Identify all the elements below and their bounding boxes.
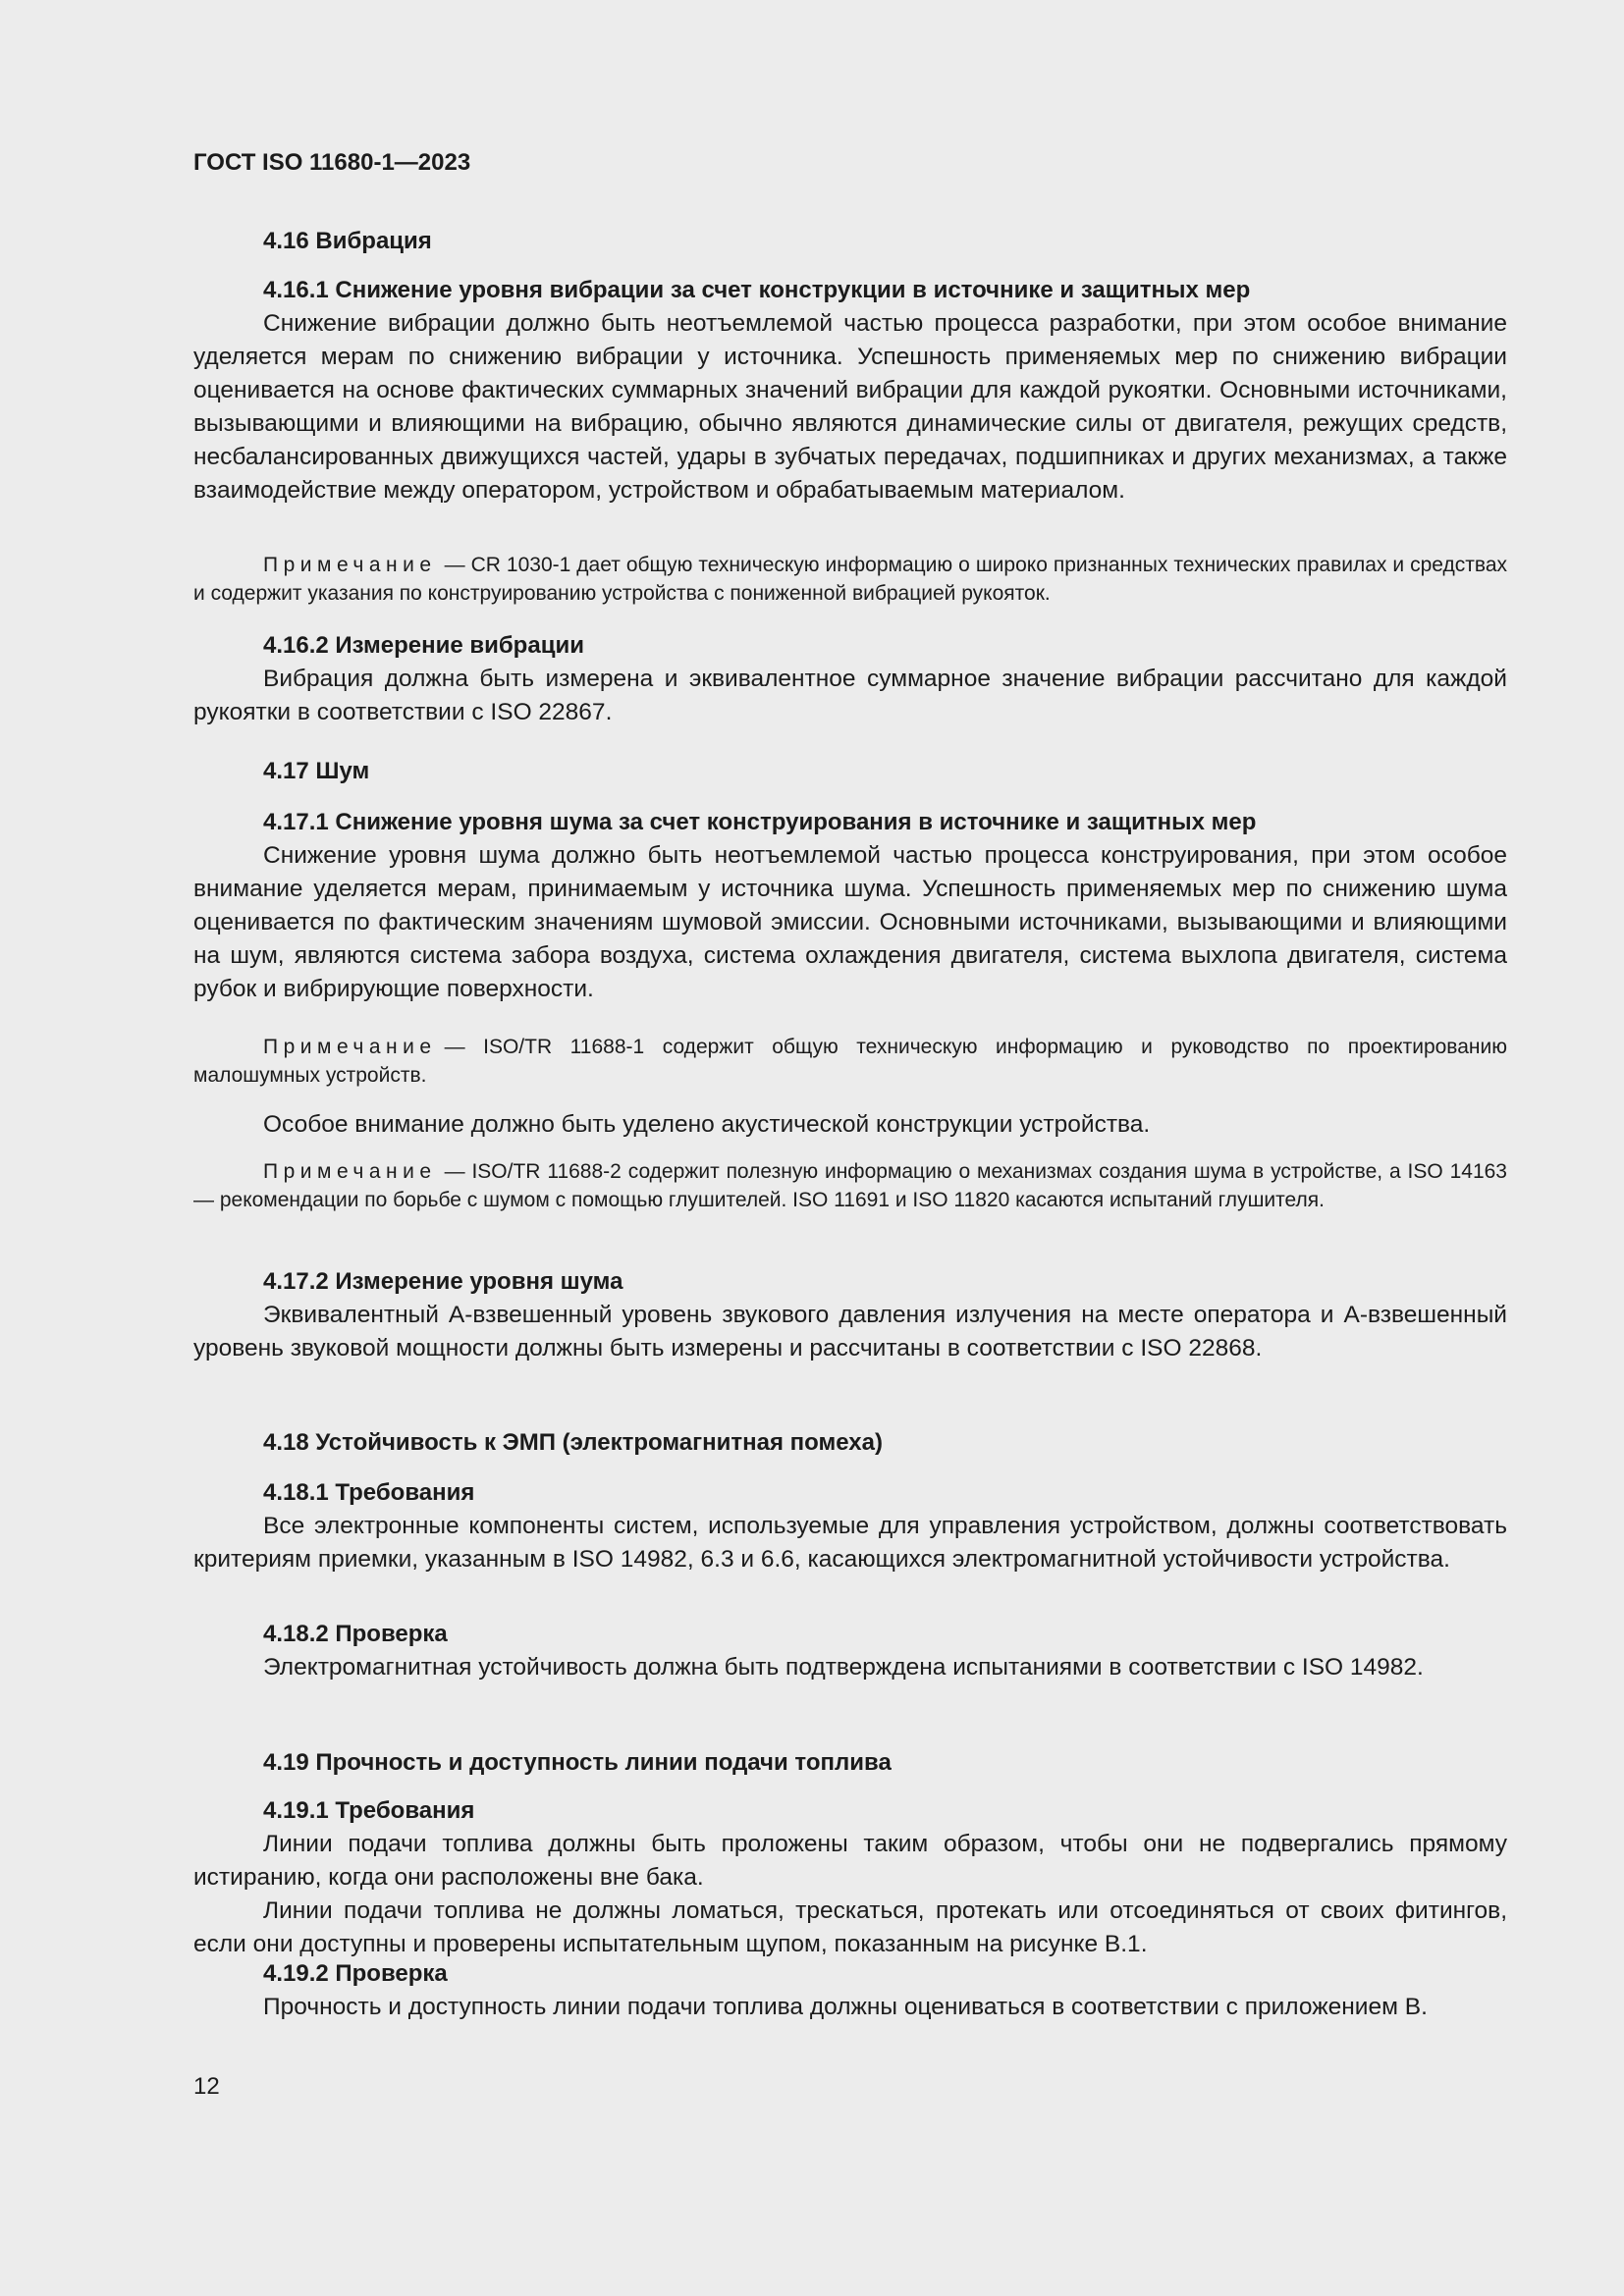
- subsection-heading: 4.19.2 Проверка: [263, 1960, 448, 1987]
- subsection-heading: 4.19.1 Требования: [263, 1797, 475, 1824]
- paragraph: Особое внимание должно быть уделено акустической конструкции устройства.: [263, 1111, 1151, 1138]
- section-heading: 4.17 Шум: [263, 758, 370, 784]
- section-heading: 4.18 Устойчивость к ЭМП (электромагнитная помеха): [263, 1429, 883, 1456]
- page-number: 12: [193, 2073, 220, 2100]
- section-4-19: [193, 1746, 1507, 1780]
- note-4-16-1: [193, 551, 1507, 608]
- section-4-18: [193, 1426, 1507, 1460]
- paragraph: Снижение уровня шума должно быть неотъемлемой частью процесса конструирования, при этом особое внимание уделяется мерам, принимаемым у источника шума. Успешность применяемых мер по снижению шума оценивается по фактическим значениям шумовой эмиссии. Основными источниками, вызывающими и влияющими на шум, являются система забора воздуха, система охлаждения двигателя, система выхлопа двигателя, система рубок и вибрирующие поверхности.: [193, 842, 1507, 1002]
- paragraph: Эквивалентный А-взвешенный уровень звукового давления излучения на месте оператора и А-взвешенный уровень звуковой мощности должны быть измерены и рассчитаны в соответствии с ISO 22868.: [193, 1302, 1507, 1362]
- section-4-16-2: [193, 629, 1507, 729]
- section-4-17: [193, 755, 1507, 788]
- subsection-heading: 4.16.1 Снижение уровня вибрации за счет конструкции в источнике и защитных мер: [263, 277, 1251, 303]
- paragraph: Линии подачи топлива не должны ломаться, трескаться, протекать или отсоединяться от своих фитингов, если они доступны и проверены испытательным щупом, показанным на рисунке В.1.: [193, 1897, 1507, 1957]
- section-4-17-1: [193, 806, 1507, 1006]
- note: [193, 1157, 1507, 1214]
- paragraph-4-17-1-b: [193, 1108, 1507, 1142]
- note: [193, 551, 1507, 608]
- section-4-19-1: [193, 1794, 1507, 1961]
- paragraph: Вибрация должна быть измерена и эквивалентное суммарное значение вибрации рассчитано для каждой рукоятки в соответствии с ISO 22867.: [193, 666, 1507, 725]
- document-header: ГОСТ ISO 11680-1—2023: [193, 149, 471, 176]
- section-heading: 4.16 Вибрация: [263, 228, 432, 254]
- section-4-17-2: [193, 1265, 1507, 1365]
- paragraph: Линии подачи топлива должны быть проложены таким образом, чтобы они не подвергались прямому истиранию, когда они расположены вне бака.: [193, 1831, 1507, 1891]
- subsection-heading: 4.18.1 Требования: [263, 1479, 475, 1506]
- subsection-heading: 4.17.1 Снижение уровня шума за счет конструирования в источнике и защитных мер: [263, 809, 1257, 835]
- paragraph: Электромагнитная устойчивость должна быть подтверждена испытаниями в соответствии с ISO 14982.: [263, 1654, 1424, 1681]
- section-4-18-1: [193, 1476, 1507, 1576]
- note-text: — ISO/TR 11688-2 содержит полезную информацию о механизмах создания шума в устройстве, а ISO 14163 — рекомендации по борьбе с шумом с помощью глушителей. ISO 11691 и ISO 11820 касаются испытаний глушителя.: [193, 1160, 1507, 1211]
- paragraph: Снижение вибрации должно быть неотъемлемой частью процесса разработки, при этом особое внимание уделяется мерам по снижению вибрации у источника. Успешность применяемых мер по снижению вибрации оценивается на основе фактических суммарных значений вибрации для каждой рукоятки. Основными источниками, вызывающими и влияющими на вибрацию, обычно являются динамические силы от двигателя, режущих средств, несбалансированных движущихся частей, удары в зубчатых передачах, подшипниках и других механизмах, а также взаимодействие между оператором, устройством и обрабатываемым материалом.: [193, 310, 1507, 504]
- paragraph: Все электронные компоненты систем, используемые для управления устройством, должны соответствовать критериям приемки, указанным в ISO 14982, 6.3 и 6.6, касающихся электромагнитной устойчивости устройства.: [193, 1513, 1507, 1573]
- note-label: Примечание: [263, 1160, 437, 1183]
- note-4-17-1-b: [193, 1157, 1507, 1214]
- note-text: — ISO/TR 11688-1 содержит общую техническую информацию и руководство по проектированию малошумных устройств.: [193, 1036, 1507, 1087]
- paragraph: Прочность и доступность линии подачи топлива должны оцениваться в соответствии с приложением В.: [263, 1994, 1428, 2020]
- subsection-heading: 4.17.2 Измерение уровня шума: [263, 1268, 623, 1295]
- subsection-heading: 4.16.2 Измерение вибрации: [263, 632, 584, 659]
- note: [193, 1033, 1507, 1090]
- section-4-18-2: [193, 1618, 1507, 1684]
- subsection-heading: 4.18.2 Проверка: [263, 1621, 448, 1647]
- section-4-19-2: [193, 1957, 1507, 2024]
- note-4-17-1-a: [193, 1033, 1507, 1090]
- section-heading: 4.19 Прочность и доступность линии подачи топлива: [263, 1749, 892, 1776]
- section-4-16: [193, 225, 1507, 258]
- section-4-16-1: [193, 274, 1507, 507]
- note-label: Примечание: [263, 554, 437, 576]
- note-text: — CR 1030-1 дает общую техническую информацию о широко признанных технических правилах и средствах и содержит указания по конструированию устройства с пониженной вибрацией рукояток.: [193, 554, 1507, 605]
- note-label: Примечание: [263, 1036, 437, 1058]
